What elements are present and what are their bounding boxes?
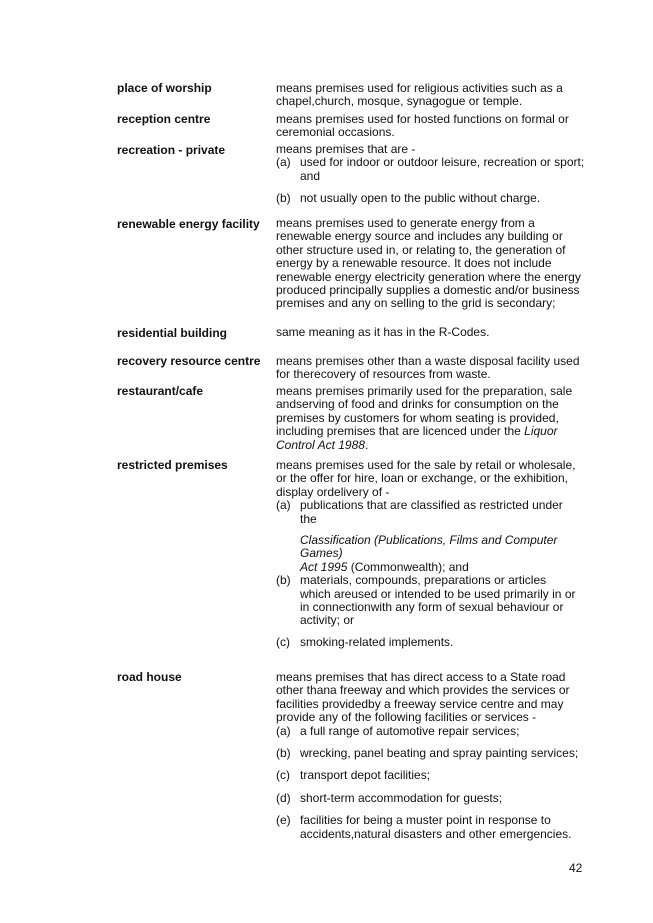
term-reception-centre: reception centre xyxy=(117,112,211,126)
term-road-house: road house xyxy=(117,670,182,684)
term-recreation-private: recreation - private xyxy=(117,143,226,157)
list-item: (a) publications that are classified as restricted under the xyxy=(276,498,563,526)
definition-recreation-private: means premises that are - (a) used for indoor or outdoor leisure, recreation or sport; and (b) not usually open to the public without charge. xyxy=(276,142,585,206)
definition-restaurant-cafe: means premises primarily used for the preparation, sale andserving of food and drinks for consumption on the premises by customers for whom seating is provided, including premises that are licenced under the Liquor Control Act 1988. xyxy=(276,384,573,452)
term-residential-building: residential building xyxy=(117,326,228,340)
definition-recovery-resource-centre: means premises other than a waste disposal facility used for therecovery of resources from waste. xyxy=(276,354,580,382)
definition-restricted-premises: means premises used for the sale by retail or wholesale, or the offer for hire, loan or exchange, or the exhibition, display ordelivery of - (a) publications that are classified as restricted under the Classification (Publications, Films and Computer Games) Act 1995 (Commonwealth); and (b) materials, compounds, preparations or articles which areused or intended to be used primarily in or in connectionwith any form of sexual behaviour or activity; or (c) smoking-related implements. xyxy=(276,459,586,649)
definition-road-house: means premises that has direct access to a State road other thana freeway and which provides the services or facilities providedby a freeway service centre and may provide any of the following facilities or services - (a) a full range of automotive repair services; (b) wrecking, panel beating and spray painting services; (c) transport depot facilities; (d) short-term accommodation for guests; (e) facilities for being a muster point in response to accidents,natural disasters and other emergencies. xyxy=(276,671,586,841)
definition-renewable-energy-facility: means premises used to generate energy from a renewable energy source and includes any building or other structure used in, or relating to, the generation of energy by a renewable resource. It does not include renewable energy electricity generation where the energy produced principally supplies a domestic and/or business premises and any on selling to the grid is secondary; xyxy=(276,216,581,311)
term-restricted-premises: restricted premises xyxy=(117,458,228,472)
list-item: Classification (Publications, Films and Computer Games) Act 1995 (Commonwealth); and xyxy=(300,533,558,574)
term-renewable-energy-facility: renewable energy facility xyxy=(117,217,260,231)
list-item: (a) used for indoor or outdoor leisure, recreation or sport; and xyxy=(276,155,585,183)
definition-reception-centre: means premises used for hosted functions on formal or ceremonial occasions. xyxy=(276,112,569,140)
definition-place-of-worship: means premises used for religious activities such as a chapel,church, mosque, synagogue or temple. xyxy=(276,81,563,109)
list-item: (d) short-term accommodation for guests; xyxy=(276,790,503,805)
list-item: (c) transport depot facilities; xyxy=(276,768,431,783)
list-item: (c) smoking-related implements. xyxy=(276,634,454,649)
term-recovery-resource-centre: recovery resource centre xyxy=(117,354,261,368)
definition-residential-building: same meaning as it has in the R-Codes. xyxy=(276,325,490,339)
list-item: (e) facilities for being a muster point in response to accidents,natural disasters and other emergencies. xyxy=(276,813,572,841)
list-item: (b) materials, compounds, preparations or articles which areused or intended to be used primarily in or in connectionwith any form of sexual behaviour or activity; or xyxy=(276,573,576,628)
page-number: 42 xyxy=(569,861,583,875)
term-place-of-worship: place of worship xyxy=(117,81,212,95)
list-item: (b) wrecking, panel beating and spray painting services; xyxy=(276,746,579,761)
term-restaurant-cafe: restaurant/cafe xyxy=(117,384,204,398)
list-item: (a) a full range of automotive repair services; xyxy=(276,723,520,738)
list-item: (b) not usually open to the public without charge. xyxy=(276,191,541,206)
